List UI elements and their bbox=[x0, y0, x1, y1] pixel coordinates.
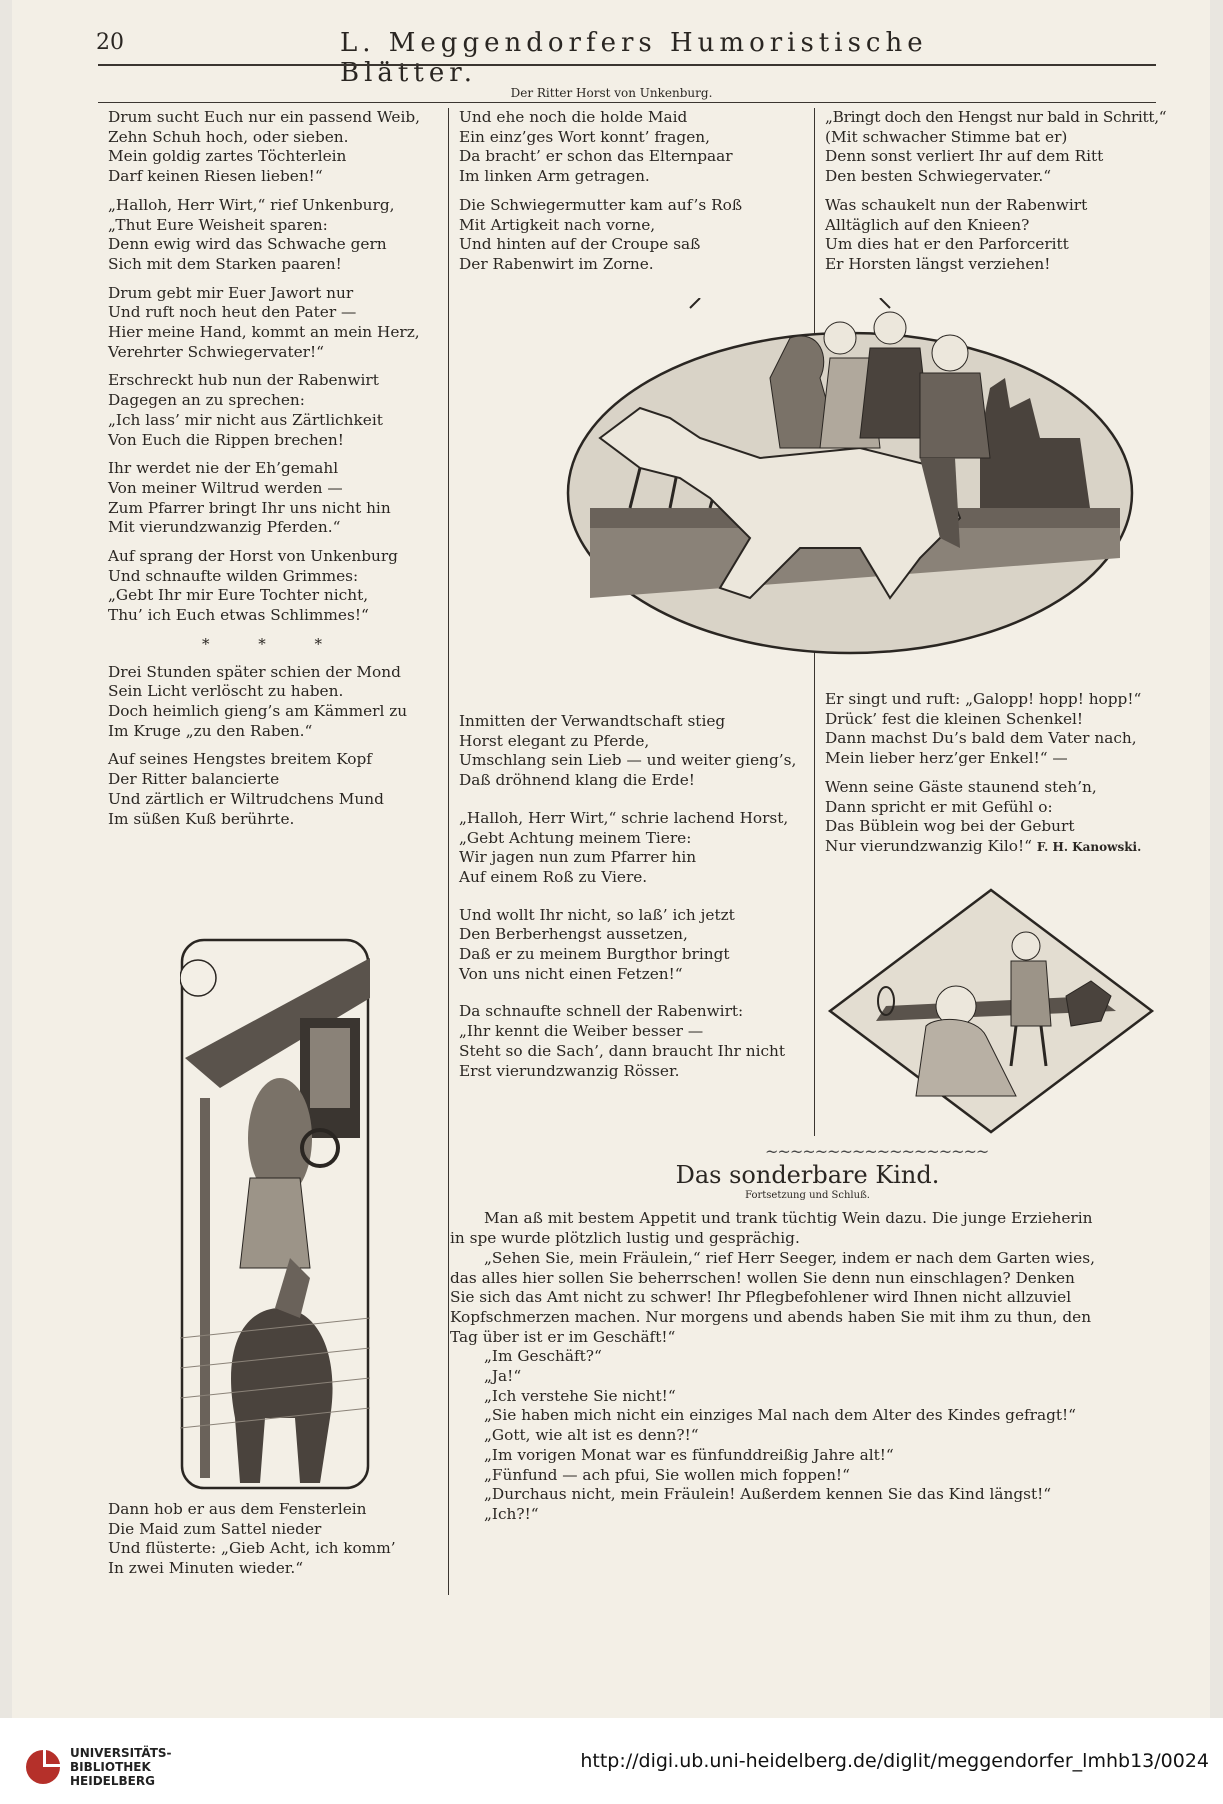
moon-icon bbox=[180, 960, 216, 996]
running-head: L. Meggendorfers Humoristische Blätter. bbox=[340, 28, 928, 88]
header-rule bbox=[98, 64, 1156, 66]
page-number: 20 bbox=[96, 30, 124, 55]
col2-lower bbox=[459, 712, 804, 1081]
stanza: Was schaukelt nun der Rabenwirt Alltäglich auf den Knieen? Um dies hat er den Parforceritt Er Horsten längst verziehen! bbox=[825, 195, 1088, 273]
author-signature: F. H. Kanowski. bbox=[1036, 839, 1142, 854]
stanza: Auf seines Hengstes breitem Kopf Der Ritter balancierte Und zärtlich er Wiltrudchens Mund Im süßen Kuß berührte. bbox=[108, 750, 384, 828]
stanza: „Halloh, Herr Wirt,“ rief Unkenburg, „Thut Eure Weisheit sparen: Denn ewig wird das Schwache gern Sich mit dem Starken paaren! bbox=[108, 195, 395, 273]
col2-upper bbox=[459, 108, 804, 275]
library-logo-icon bbox=[24, 1748, 62, 1786]
story-line: „Ich verstehe Sie nicht!“ bbox=[484, 1386, 676, 1405]
col3-lower bbox=[825, 690, 1165, 858]
story-line: Tag über ist er im Geschäft!“ bbox=[450, 1327, 676, 1346]
stanza: Auf sprang der Horst von Unkenburg Und schnaufte wilden Grimmes: „Gebt Ihr mir Eure Tochter nicht, Thu’ ich Euch etwas Schlimmes!“ bbox=[108, 547, 398, 625]
stanza: Drei Stunden später schien der Mond Sein Licht verlöscht zu haben. Doch heimlich gieng’s am Kämmerl zu Im Kruge „zu den Raben.“ bbox=[108, 662, 408, 740]
story-line: „Im Geschäft?“ bbox=[484, 1347, 602, 1366]
story-line: „Sehen Sie, mein Fräulein,“ rief Herr Seeger, indem er nach dem Garten wies, bbox=[484, 1248, 1095, 1267]
story-line: „Durchaus nicht, mein Fräulein! Außerdem kennen Sie das Kind längst!“ bbox=[484, 1485, 1052, 1504]
story-subtitle: Fortsetzung und Schluß. bbox=[745, 1189, 870, 1201]
stanza: Da schnaufte schnell der Rabenwirt: „Ihr kennt die Weiber besser — Steht so die Sach’, dann braucht Ihr nicht Erst vierundzwanzig Rösser. bbox=[459, 1002, 786, 1080]
story-block bbox=[450, 1161, 1165, 1525]
story-line: „Im vorigen Monat war es fünfunddreißig Jahre alt!“ bbox=[484, 1445, 894, 1464]
story-line: das alles hier sollen Sie beherrschen! wollen Sie denn nun einschlagen? Denken bbox=[450, 1268, 1075, 1287]
col1-upper bbox=[108, 108, 438, 829]
stanza: Inmitten der Verwandtschaft stieg Horst elegant zu Pferde, Umschlang sein Lieb — und weiter gieng’s, Daß dröhnend klang die Erde! bbox=[459, 712, 797, 790]
stanza: Und wollt Ihr nicht, so laß’ ich jetzt Den Berberhengst aussetzen, Daß er zu meinem Burgthor bringt Von uns nicht einen Fetzen!“ bbox=[459, 905, 735, 983]
column-rule-right-bottom bbox=[814, 684, 815, 1136]
stanza: Erschreckt hub nun der Rabenwirt Dagegen an zu sprechen: „Ich lass’ mir nicht aus Zärtlichkeit Von Euch die Rippen brechen! bbox=[108, 371, 383, 449]
story-line: in spe wurde plötzlich lustig und gesprächig. bbox=[450, 1229, 800, 1248]
stanza: Und ehe noch die holde Maid Ein einz’ges Wort konnt’ fragen, Da bracht’ er schon das Elternpaar Im linken Arm getragen. bbox=[459, 108, 733, 186]
story-line: Man aß mit bestem Appetit und trank tüchtig Wein dazu. Die junge Erzieherin bbox=[484, 1209, 1093, 1228]
grandfather-child-illustration bbox=[826, 886, 1156, 1136]
knight-window-illustration bbox=[180, 938, 370, 1490]
footer-bar bbox=[0, 1718, 1223, 1804]
stanza: Drum sucht Euch nur ein passend Weib, Zehn Schuh hoch, oder sieben. Mein goldig zartes Töchterlein Darf keinen Riesen lieben!“ bbox=[108, 108, 421, 186]
col3-upper bbox=[825, 108, 1165, 275]
stanza: Die Schwiegermutter kam auf’s Roß Mit Artigkeit nach vorne, Und hinten auf der Croupe saß Der Rabenwirt im Zorne. bbox=[459, 195, 743, 273]
story-line: „Fünfund — ach pfui, Sie wollen mich foppen!“ bbox=[484, 1465, 850, 1484]
stanza: Wenn seine Gäste staunend steh’n, Dann spricht er mit Gefühl o: Das Büblein wog bei der Geburt Nur vierundzwanzig Kilo!“ F. H. Kanowski. bbox=[825, 777, 1142, 855]
library-name: UNIVERSITÄTS- BIBLIOTHEK HEIDELBERG bbox=[70, 1746, 172, 1788]
story-line: Kopfschmerzen machen. Nur morgens und abends haben Sie mit ihm zu thun, den bbox=[450, 1307, 1092, 1326]
section-divider: * * * bbox=[201, 634, 345, 653]
column-rule-left bbox=[448, 108, 449, 1595]
story-line: „Ja!“ bbox=[484, 1367, 522, 1386]
story-title: Das sonderbare Kind. bbox=[675, 1161, 940, 1189]
source-url-link[interactable]: http://digi.ub.uni-heidelberg.de/diglit/meggendorfer_lmhb13/0024 bbox=[580, 1750, 1209, 1772]
story-line: „Ich?!“ bbox=[484, 1504, 539, 1523]
stanza: Dann hob er aus dem Fensterlein Die Maid zum Sattel nieder Und flüsterte: „Gieb Acht, ich komm’ In zwei Minuten wieder.“ bbox=[108, 1500, 396, 1578]
story-line: „Sie haben mich nicht ein einziges Mal nach dem Alter des Kindes gefragt!“ bbox=[484, 1406, 1077, 1425]
stanza: Drum gebt mir Euer Jawort nur Und ruft noch heut den Pater — Hier meine Hand, kommt an mein Herz, Verehrter Schwiegervater!“ bbox=[108, 283, 420, 361]
stanza: Er singt und ruft: „Galopp! hopp! hopp!“ Drück’ fest die kleinen Schenkel! Dann machst Du’s bald dem Vater nach, Mein lieber herz’ger Enkel!“ — bbox=[825, 690, 1142, 768]
story-line: Sie sich das Amt nicht zu schwer! Ihr Pflegbefohlener wird Ihnen nicht allzuviel bbox=[450, 1288, 1072, 1307]
ornament-divider: ~~~~~~~~~~~~~~~~~~ bbox=[765, 1142, 989, 1161]
poem-title: Der Ritter Horst von Unkenburg. bbox=[510, 86, 713, 100]
stanza: Ihr werdet nie der Eh’gemahl Von meiner Wiltrud werden — Zum Pfarrer bringt Ihr uns nicht hin Mit vierundzwanzig Pferden.“ bbox=[108, 459, 391, 537]
subhead-rule bbox=[98, 102, 1156, 103]
stanza: „Bringt doch den Hengst nur bald in Schritt,“ (Mit schwacher Stimme bat er) Denn sonst verliert Ihr auf dem Ritt Den besten Schwiegervater.“ bbox=[825, 108, 1167, 186]
col1-lower bbox=[108, 1500, 438, 1579]
story-line: „Gott, wie alt ist es denn?!“ bbox=[484, 1426, 699, 1445]
stanza: „Halloh, Herr Wirt,“ schrie lachend Horst, „Gebt Achtung meinem Tiere: Wir jagen nun zum Pfarrer hin Auf einem Roß zu Viere. bbox=[459, 808, 789, 886]
horse-ride-illustration bbox=[560, 298, 1160, 678]
